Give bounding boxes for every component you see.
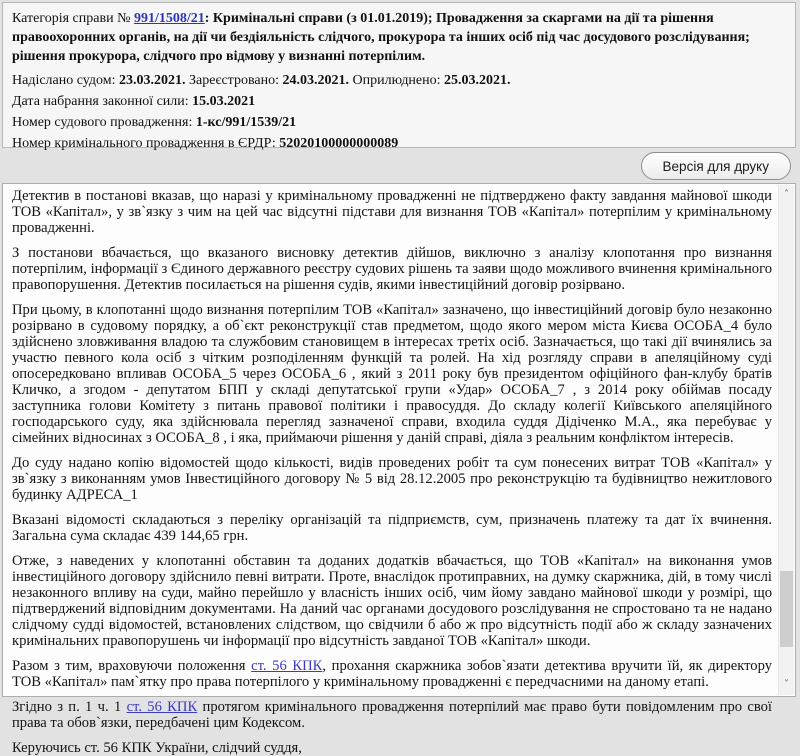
meta-label: Номер кримінального провадження в ЄРДР: — [12, 136, 280, 151]
document-paragraph — [12, 553, 772, 649]
meta-value: 1-кс/991/1539/21 — [195, 115, 297, 130]
document-paragraph — [12, 740, 772, 756]
paragraph-text: При цьому, в клопотанні щодо визнання потерпілим ТОВ «Капітал» зазначено, що інвестиційний договір було незаконно розірвано в судовому порядку, а об`єкт реконструкції став предметом, щодо якого мером міста Києва ОСОБА_4 було здійснено зловживання владою та службовим становищем в інтересах третіх осіб. Зазначається, що такі дії вчинялись за участю певного кола осіб з чітким розподіленням функцій та ролей. На хід розгляду справи в апеляційному суді опосередковано впливав ОСОБА_5 через ОСОБА_6 , який з 2011 року був президентом офіційного фан-клубу братів Кличко, а згодом - депутатом БПП у складі депутатської групи «Удар» ОСОБА_7 , з 2014 року обіймав посаду заступника голови Комітету з питань правової політики і правосуддя. До складу колегії Київського апеляційного господарського суду, яка здійснювала перегляд зазначеної справи, входила суддя Дідіченко М.А., яка перебуває у сімейних відносинах з ОСОБА_8 , і яка, приймаючи рішення у даній справі, діяла з реальним конфліктом інтересів. — [12, 302, 772, 446]
category-separator: : — [204, 11, 210, 26]
document-paragraph — [12, 699, 772, 731]
paragraph-text: Отже, з наведених у клопотанні обставин та доданих додатків вбачається, що ТОВ «Капітал» на виконання умов інвестиційного договору здійснило певні витрати. Проте, внаслідок протиправних, на думку скаржника, дій, в тому числі незаконного впливу на суди, майно перейшло у власність інших осіб, чим йому завдано майнової шкоди у розмірі, що підтверджений відповідним документами. На даний час органами досудового розслідування не спростовано та не надано слідчому судді відомостей, встановлених слідством, що свідчили б або ж про відсутність події або ж складу зазначених кримінальних правопорушень чи інформації про відсутність завданої ТОВ «Капітал» шкоди. — [12, 553, 772, 649]
document-scrollbar[interactable] — [778, 185, 794, 695]
print-version-button[interactable]: Версія для друку — [641, 152, 791, 180]
case-meta-line — [12, 112, 786, 133]
document-viewer — [2, 183, 796, 756]
document-paragraph — [12, 245, 772, 293]
case-meta-list — [12, 70, 786, 154]
paragraph-text: До суду надано копію відомостей щодо кількості, видів проведених робіт та сум понесених витрат ТОВ «Капітал» у зв`язку з виконанням умов Інвестиційного договору № 5 від 28.12.2005 про реконструкцію та будівництво нежитлового будинку АДРЕСА_1 — [12, 455, 772, 503]
case-number-link[interactable]: 991/1508/21 — [133, 11, 205, 26]
category-description: Кримінальні справи (з 01.01.2019); Провадження за скаргами на дії та рішення правоохоронних органів, на дії чи бездіяльність слідчого, прокурора та інших осіб під час досудового розслідування; рішення прокурора, слідчого про відмову у визнанні потерпілим. — [12, 11, 750, 64]
meta-label: Надіслано судом: — [12, 73, 119, 88]
law-reference-link[interactable]: ст. 56 КПК — [126, 699, 198, 715]
case-meta-line — [12, 70, 786, 91]
meta-value: 52020100000000089 — [279, 136, 399, 151]
document-paragraph — [12, 512, 772, 544]
document-paragraph — [12, 302, 772, 446]
case-category-line — [12, 9, 786, 66]
paragraph-text: протягом кримінального провадження потерпілий має право бути повідомленим про свої права та обов`язки, передбачені цим Кодексом. — [12, 699, 772, 731]
document-paragraph — [12, 188, 772, 236]
meta-label: Дата набрання законної сили: — [12, 94, 193, 109]
scroll-down-icon[interactable]: ˅ — [784, 679, 789, 690]
paragraph-text: , прохання скаржника зобов`язати детектива вручити їй, як директору ТОВ «Капітал» пам`ятку про права потерпілого у кримінальному провадженні є передчасними на даному етапі. — [12, 658, 772, 690]
document-paragraph — [12, 658, 772, 690]
paragraph-text: Разом з тим, враховуючи положення — [12, 658, 252, 674]
scrollbar-thumb[interactable] — [780, 571, 793, 647]
paragraph-text: Керуючись ст. 56 КПК України, слідчий суддя, — [12, 740, 302, 756]
case-metadata-panel — [2, 2, 796, 151]
meta-value: 24.03.2021. — [282, 73, 349, 88]
scroll-up-icon[interactable]: ˄ — [784, 189, 789, 200]
meta-value: 25.03.2021. — [444, 73, 511, 88]
category-label: Категорія справи № — [12, 11, 131, 26]
meta-value: 23.03.2021. — [119, 73, 186, 88]
document-body — [3, 184, 778, 756]
meta-label: Оприлюднено: — [352, 73, 445, 88]
paragraph-text: З постанови вбачається, що вказаного висновку детектив дійшов, виключно з аналізу клопотання про визнання потерпілим, інформації з Єдиного державного реєстру судових рішень та заяви щодо можливого вчинення кримінального правопорушення. Детектив посилається на рішення судів, якими інвестиційний договір розірвано. — [12, 245, 772, 293]
document-paragraph — [12, 455, 772, 503]
paragraph-text: Згідно з п. 1 ч. 1 — [12, 699, 127, 715]
law-reference-link[interactable]: ст. 56 КПК — [251, 658, 323, 674]
meta-label: Зареєстровано: — [189, 73, 283, 88]
meta-label: Номер судового провадження: — [12, 115, 196, 130]
paragraph-text: Детектив в постанові вказав, що наразі у кримінальному провадженні не підтверджено факту завдання майнової шкоди ТОВ «Капітал», у зв`язку з чим на цей час відсутні підстави для визнання ТОВ «Капітал» потерпілим у кримінальному провадженні. — [12, 188, 772, 236]
meta-value: 15.03.2021 — [192, 94, 256, 109]
case-meta-line — [12, 133, 786, 154]
case-meta-line — [12, 91, 786, 112]
paragraph-text: Вказані відомості складаються з переліку організацій та підприємств, сум, призначень платежу та дат їх вчинення. Загальна сума складає 439 144,65 грн. — [12, 512, 772, 544]
